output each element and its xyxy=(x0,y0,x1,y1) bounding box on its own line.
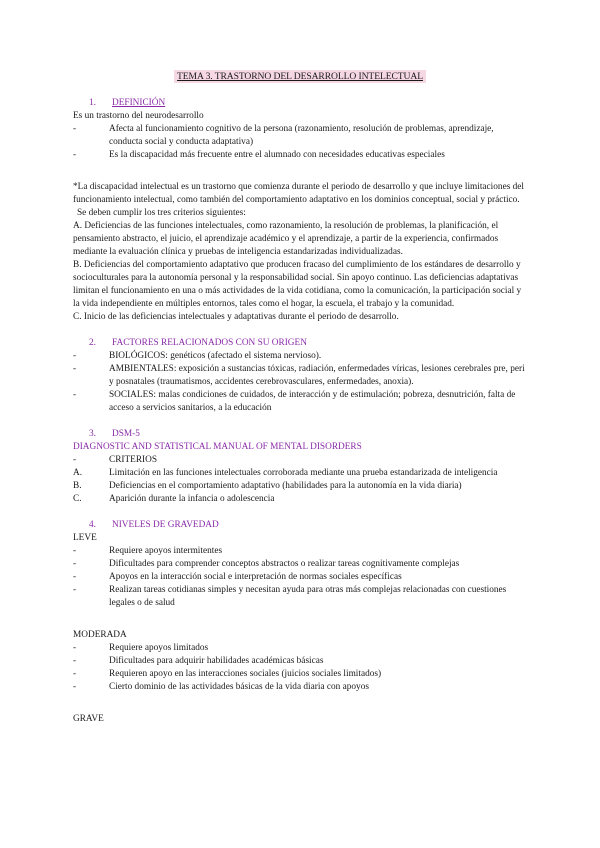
list-item xyxy=(73,558,525,571)
list-item-text: Aparición durante la infancia o adolescencia xyxy=(109,494,275,504)
bullet: - xyxy=(73,546,77,556)
item-marker: B. xyxy=(73,481,82,491)
list-item-text: Dificultades para adquirir habilidades académicas básicas xyxy=(109,656,324,666)
title-wrap xyxy=(0,70,600,84)
bullet: - xyxy=(73,150,77,160)
item-marker: A. xyxy=(73,468,83,478)
list-item-text: Afecta al funcionamiento cognitivo de la persona (razonamiento, resolución de problemas, aprendizaje, conducta social y conducta adaptativa) xyxy=(109,124,494,147)
list-item-text: Cierto dominio de las actividades básicas de la vida diaria con apoyos xyxy=(109,682,369,692)
section-2-title: FACTORES RELACIONADOS CON SU ORIGEN xyxy=(112,338,307,348)
level-leve-label: LEVE xyxy=(73,533,97,543)
list-item xyxy=(73,363,525,389)
section-2-heading xyxy=(73,337,525,350)
list-item-text: Realizan tareas cotidianas simples y necesitan ayuda para otras más complejas relacionadas con cuestiones legales o de salud xyxy=(109,585,507,608)
bullet: - xyxy=(73,364,77,374)
list-item-text: BIOLÓGICOS: genéticos (afectado el sistema nervioso). xyxy=(109,351,322,361)
bullet: - xyxy=(73,390,77,400)
list-item-text: Requiere apoyos intermitentes xyxy=(109,546,223,556)
bullet: - xyxy=(73,124,77,134)
section-1-intro: Es un trastorno del neurodesarrollo xyxy=(73,111,204,121)
list-item xyxy=(73,480,525,493)
section-3-number: 3. xyxy=(89,429,96,439)
level-grave-label: GRAVE xyxy=(73,714,104,724)
section-1-heading xyxy=(73,97,525,110)
section-3-subheading: DIAGNOSTIC AND STATISTICAL MANUAL OF MENTAL DISORDERS xyxy=(73,442,362,452)
list-item xyxy=(73,454,525,467)
section-4-heading xyxy=(73,519,525,532)
bullet: - xyxy=(73,572,77,582)
level-moderada-label: MODERADA xyxy=(73,630,127,640)
section-1-number: 1. xyxy=(89,98,96,108)
list-item-text: Requiere apoyos limitados xyxy=(109,643,209,653)
list-item-text: Deficiencias en el comportamiento adaptativo (habilidades para la autonomía en la vida diaria) xyxy=(109,481,462,491)
list-item-text: Limitación en las funciones intelectuales corroborada mediante una prueba estandarizada de inteligencia xyxy=(109,468,498,478)
list-item xyxy=(73,655,525,668)
list-item xyxy=(73,123,525,149)
list-item xyxy=(73,571,525,584)
list-item xyxy=(73,545,525,558)
bullet: - xyxy=(73,585,77,595)
section-2-number: 2. xyxy=(89,338,96,348)
criterios-label: CRITERIOS xyxy=(109,455,158,465)
bullet: - xyxy=(73,455,77,465)
list-item xyxy=(73,642,525,655)
bullet: - xyxy=(73,682,77,692)
list-item xyxy=(73,149,525,162)
list-item xyxy=(73,467,525,480)
list-item-text: Dificultades para comprender conceptos abstractos o realizar tareas cognitivamente complejas xyxy=(109,559,460,569)
list-item xyxy=(73,668,525,681)
list-item-text: SOCIALES: malas condiciones de cuidados, de interacción y de estimulación; pobreza, desnutrición, falta de acceso a servicios sanitarios, a la educación xyxy=(109,390,516,413)
criterion-b: B. Deficiencias del comportamiento adaptativo que producen fracaso del cumplimiento de los estándares de desarrollo y socioculturales para la autonomía personal y la responsabilidad social. Sin apoyo continuo. Las deficiencias adaptativas limitan el funcionamiento en una o más actividades de la vida cotidiana, como la comunicación, la participación social y la vida independiente en múltiples entornos, tales como el hogar, la escuela, el trabajo y la comunidad. xyxy=(73,260,522,309)
list-item xyxy=(73,584,525,610)
list-item-text: Es la discapacidad más frecuente entre el alumnado con necesidades educativas especiales xyxy=(109,150,445,160)
bullet: - xyxy=(73,559,77,569)
bullet: - xyxy=(73,643,77,653)
bullet: - xyxy=(73,669,77,679)
list-item-text: Requieren apoyo en las interacciones sociales (juicios sociales limitados) xyxy=(109,669,382,679)
document-body xyxy=(73,97,525,726)
document-title: TEMA 3. TRASTORNO DEL DESARROLLO INTELECTUAL xyxy=(174,70,426,83)
bullet: - xyxy=(73,351,77,361)
section-3-title: DSM-5 xyxy=(112,429,140,439)
list-item xyxy=(73,493,525,506)
list-item-text: Apoyos en la interacción social e interpretación de normas sociales específicas xyxy=(109,572,402,582)
list-item-text: AMBIENTALES: exposición a sustancias tóxicas, radiación, enfermedades víricas, lesiones cerebrales pre, peri y posnatales (traumatismos, accidentes cerebrovasculares, enfermedades, anoxia). xyxy=(109,364,525,387)
criteria-intro: Se deben cumplir los tres criterios siguientes: xyxy=(77,208,246,218)
section-4-title: NIVELES DE GRAVEDAD xyxy=(112,520,219,530)
list-item xyxy=(73,350,525,363)
bullet: - xyxy=(73,656,77,666)
section-4-number: 4. xyxy=(89,520,96,530)
list-item xyxy=(73,389,525,415)
criterion-c: C. Inicio de las deficiencias intelectuales y adaptativas durante el periodo de desarrollo. xyxy=(73,312,399,322)
section-3-heading xyxy=(73,428,525,441)
list-item xyxy=(73,681,525,694)
section-1-title: DEFINICIÓN xyxy=(112,98,166,108)
criterion-a: A. Deficiencias de las funciones intelectuales, como razonamiento, la resolución de problemas, la planificación, el pensamiento abstracto, el juicio, el aprendizaje académico y el aprendizaje, a partir de la experiencia, confirmados mediante la evaluación clínica y pruebas de inteligencia estandarizadas individualizadas. xyxy=(73,221,499,257)
definition-note: *La discapacidad intelectual es un trastorno que comienza durante el periodo de desarrollo y que incluye limitaciones del funcionamiento intelectual, como también del comportamiento adaptativo en los dominios conceptual, social y práctico. xyxy=(73,182,524,205)
item-marker: C. xyxy=(73,494,82,504)
